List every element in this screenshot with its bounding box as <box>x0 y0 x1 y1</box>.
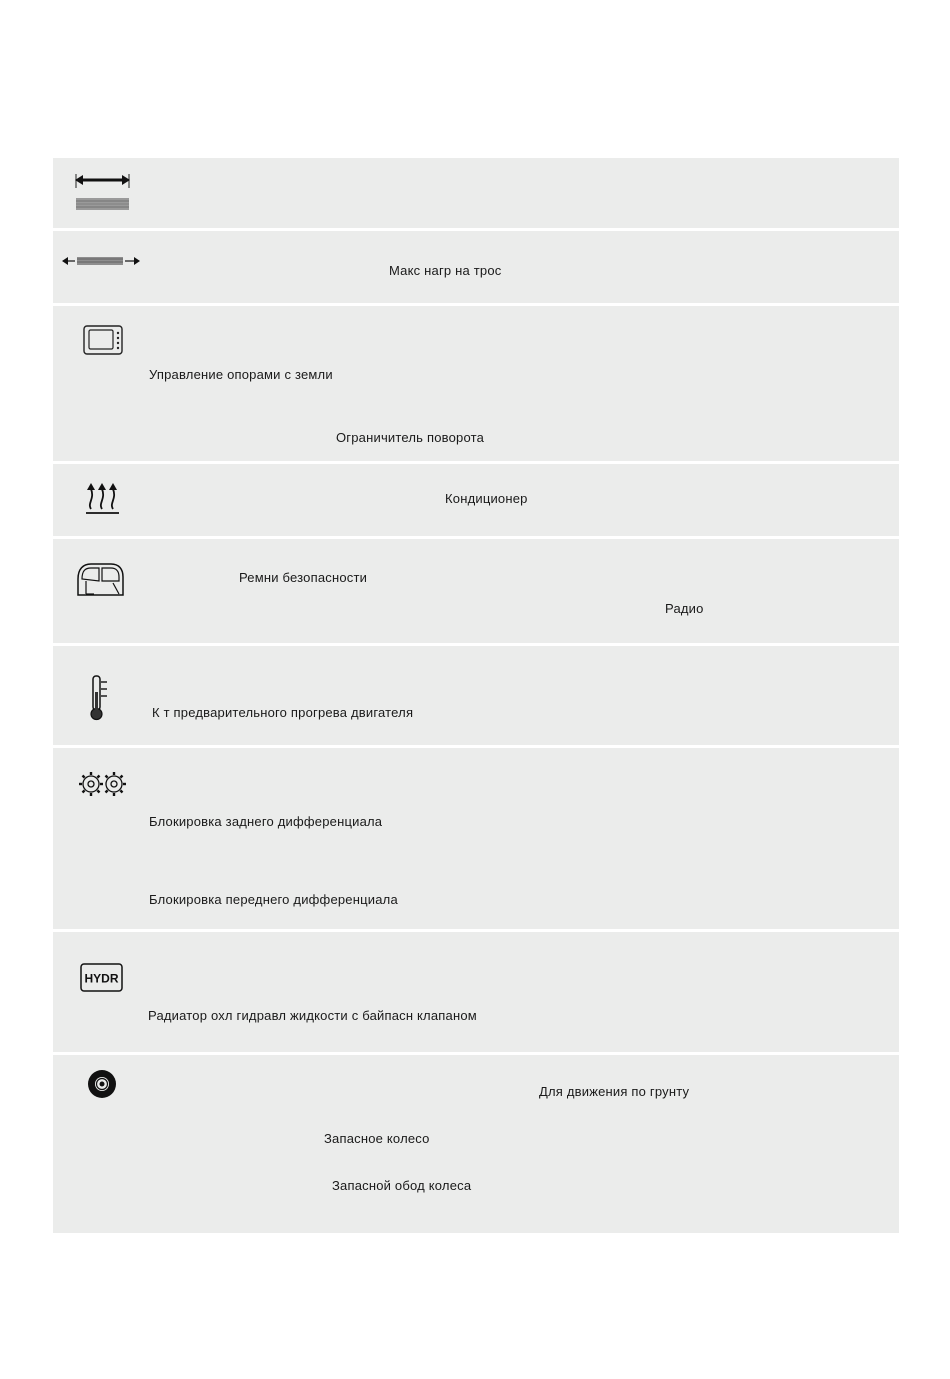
table-row <box>53 231 899 306</box>
row-label: Радио <box>665 601 704 616</box>
control-panel-icon <box>83 325 125 357</box>
heating-icon <box>85 481 121 517</box>
table-row <box>53 464 899 539</box>
row-label: Макс нагр на трос <box>389 263 502 278</box>
row-label: Блокировка заднего дифференциала <box>149 814 383 829</box>
svg-text:HYDR: HYDR <box>84 971 119 986</box>
row-label: Блокировка переднего дифференциала <box>149 892 398 907</box>
rope-tension-icon <box>61 253 141 269</box>
row-label: Управление опорами с земли <box>149 367 333 382</box>
cab-icon <box>75 561 125 599</box>
hydr-icon <box>80 963 124 993</box>
row-label: Радиатор охл гидравл жидкости с байпасн клапаном <box>148 1008 477 1023</box>
wheel-icon <box>87 1069 117 1099</box>
row-label: Кондиционер <box>445 491 528 506</box>
gears-icon <box>79 770 127 798</box>
row-label: К т предварительного прогрева двигателя <box>152 705 414 720</box>
row-label: Ремни безопасности <box>239 570 368 585</box>
table-row <box>53 158 899 231</box>
row-label: Для движения по грунту <box>539 1084 690 1099</box>
table-row <box>53 306 899 464</box>
table-row <box>53 932 899 1055</box>
table-row <box>53 539 899 646</box>
thermometer-icon <box>89 674 111 722</box>
table-row <box>53 748 899 932</box>
equipment-table <box>53 158 899 1233</box>
rope-width-icon <box>73 172 133 212</box>
table-row <box>53 646 899 748</box>
table-row <box>53 1055 899 1233</box>
row-label: Запасное колесо <box>324 1131 430 1146</box>
row-label: Запасной обод колеса <box>332 1178 472 1193</box>
row-label: Ограничитель поворота <box>336 430 485 445</box>
